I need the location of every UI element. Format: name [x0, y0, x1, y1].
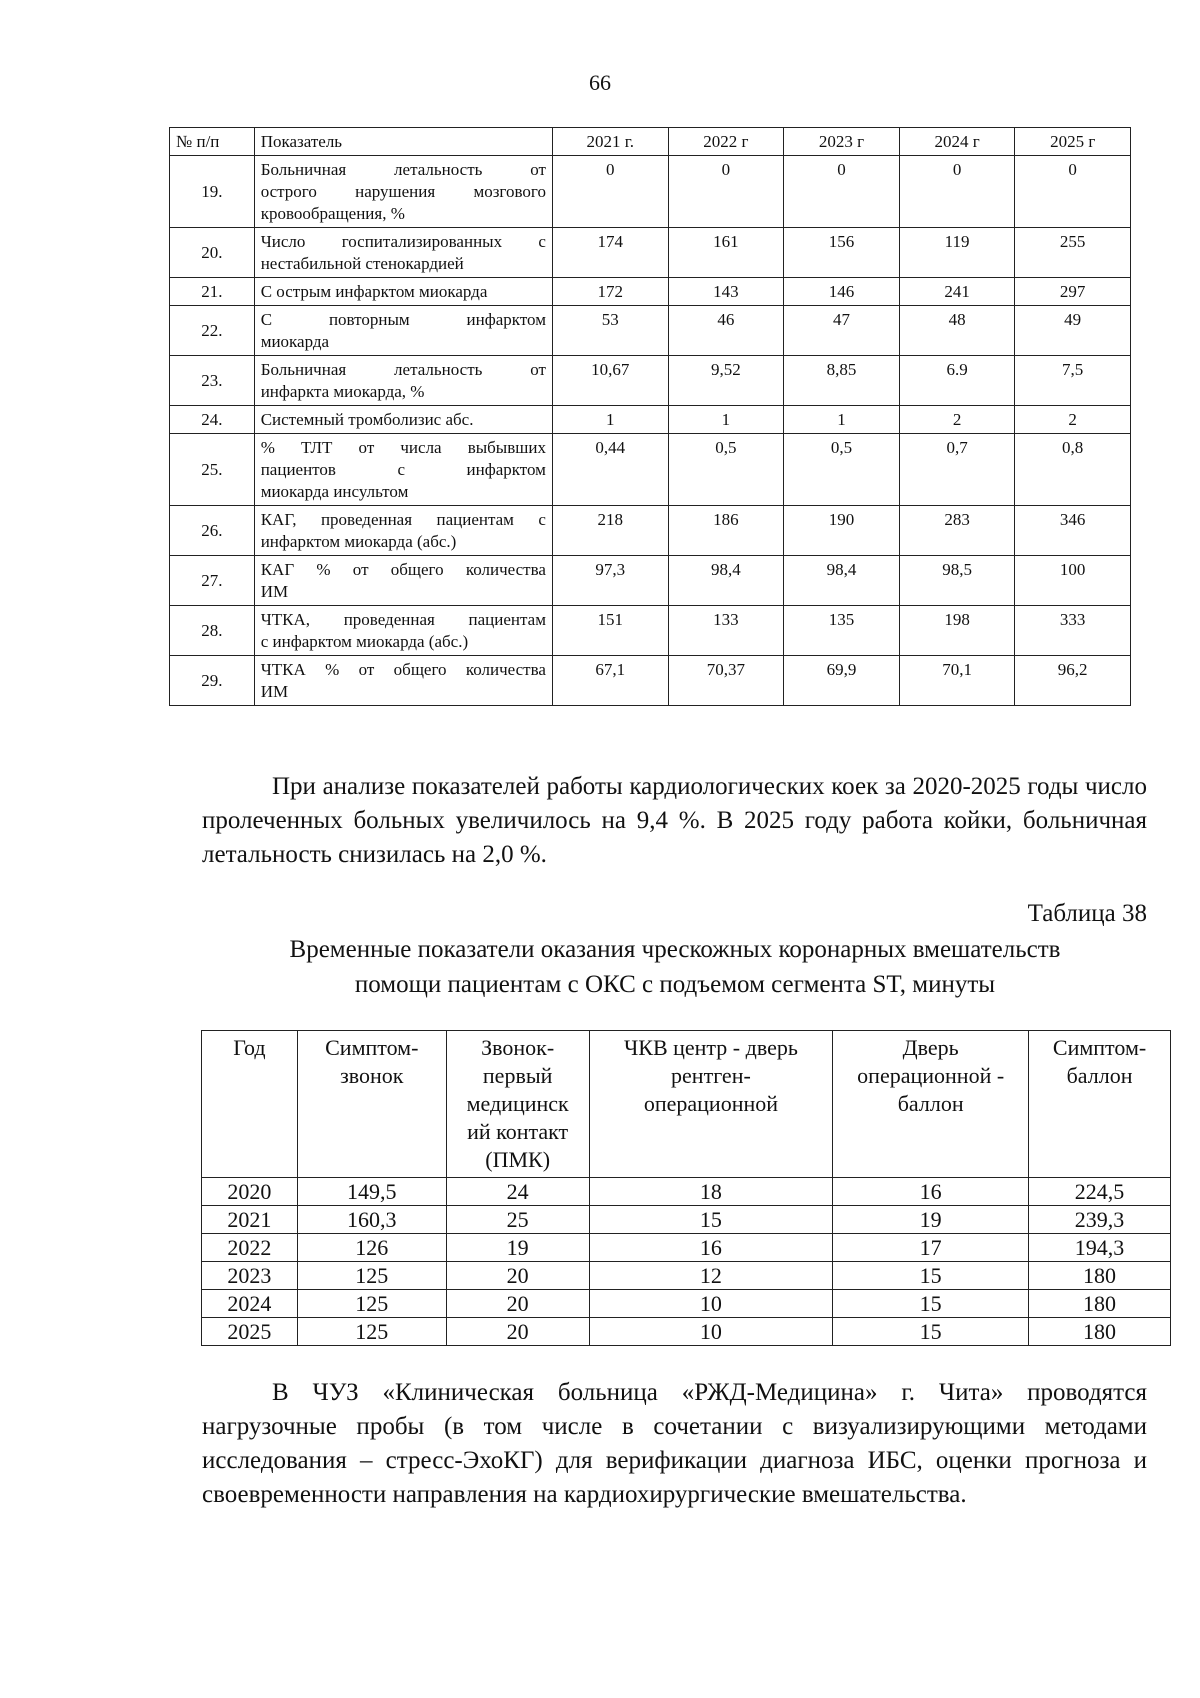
- value-cell: 2: [1015, 406, 1131, 434]
- value-cell: 1: [668, 406, 784, 434]
- indicator-line: миокарда: [260, 332, 330, 351]
- row-number: 19.: [170, 156, 255, 228]
- indicator-line: Системный тромболизис абс.: [260, 410, 474, 429]
- value-cell: 15: [589, 1206, 833, 1234]
- value-cell: 119: [899, 228, 1015, 278]
- column-header-line: ЧКВ центр - дверь: [623, 1035, 798, 1060]
- indicator-line: кровообращения, %: [260, 204, 405, 223]
- value-cell: 8,85: [784, 356, 900, 406]
- pci-timing-table-header: [202, 1031, 1171, 1178]
- indicator-cell: [254, 278, 552, 306]
- column-header-line: Год: [233, 1035, 266, 1060]
- row-number: 22.: [170, 306, 255, 356]
- value-cell: 20: [446, 1262, 589, 1290]
- year-cell: 2021: [202, 1206, 298, 1234]
- indicator-line: Больничная летальность от: [260, 360, 546, 379]
- value-cell: 70,37: [668, 656, 784, 706]
- table-number: Таблица 38: [1027, 900, 1147, 927]
- year-cell: 2023: [202, 1262, 298, 1290]
- indicator-line: с инфарктом миокарда (абс.): [260, 632, 469, 651]
- value-cell: 0,44: [552, 434, 668, 506]
- indicator-line: Больничная летальность от: [260, 160, 546, 179]
- value-cell: 186: [668, 506, 784, 556]
- pci-timing-table: [201, 1030, 1171, 1346]
- row-number: 28.: [170, 606, 255, 656]
- table-row: [202, 1234, 1171, 1262]
- value-cell: 174: [552, 228, 668, 278]
- indicator-cell: [254, 606, 552, 656]
- indicator-cell: [254, 506, 552, 556]
- value-cell: 1: [552, 406, 668, 434]
- value-cell: 98,4: [668, 556, 784, 606]
- value-cell: 96,2: [1015, 656, 1131, 706]
- value-cell: 0: [668, 156, 784, 228]
- column-header: 2025 г: [1015, 128, 1131, 156]
- column-header-line: первый: [482, 1063, 553, 1088]
- value-cell: 7,5: [1015, 356, 1131, 406]
- value-cell: 0: [899, 156, 1015, 228]
- value-cell: 25: [446, 1206, 589, 1234]
- indicator-cell: [254, 434, 552, 506]
- indicator-cell: [254, 156, 552, 228]
- indicator-line: ЧТКА % от общего количества: [260, 660, 546, 679]
- value-cell: 283: [899, 506, 1015, 556]
- indicator-line: % ТЛТ от числа выбывших: [260, 438, 546, 457]
- page-number: 66: [589, 70, 611, 95]
- value-cell: 70,1: [899, 656, 1015, 706]
- value-cell: 218: [552, 506, 668, 556]
- value-cell: 47: [784, 306, 900, 356]
- analysis-paragraph-text: При анализе показателей работы кардиологических коек за 2020-2025 годы число пролеченных больных увеличилось на 9,4 %. В 2025 году работа койки, больничная летальность снизилась на 2,0 %.: [202, 773, 1147, 868]
- table-row: [170, 406, 1131, 434]
- value-cell: 346: [1015, 506, 1131, 556]
- column-header-line: баллон: [1066, 1063, 1133, 1088]
- value-cell: 6.9: [899, 356, 1015, 406]
- value-cell: 198: [899, 606, 1015, 656]
- column-header: № п/п: [170, 128, 255, 156]
- value-cell: 1: [784, 406, 900, 434]
- indicator-line: Число госпитализированных с: [260, 232, 546, 251]
- value-cell: 172: [552, 278, 668, 306]
- column-header: 2022 г: [668, 128, 784, 156]
- indicator-line: ИМ: [260, 682, 289, 701]
- column-header: [589, 1031, 833, 1178]
- value-cell: 10: [589, 1290, 833, 1318]
- value-cell: 20: [446, 1318, 589, 1346]
- value-cell: 194,3: [1029, 1234, 1171, 1262]
- year-cell: 2020: [202, 1178, 298, 1206]
- value-cell: 10,67: [552, 356, 668, 406]
- table-row: [170, 506, 1131, 556]
- table-title-line: Временные показатели оказания чрескожных коронарных вмешательств: [289, 936, 1061, 963]
- row-number: 20.: [170, 228, 255, 278]
- value-cell: 0,5: [668, 434, 784, 506]
- indicator-line: пациентов с инфарктом: [260, 460, 546, 479]
- value-cell: 53: [552, 306, 668, 356]
- column-header-line: Звонок-: [481, 1035, 555, 1060]
- value-cell: 125: [297, 1262, 446, 1290]
- value-cell: 160,3: [297, 1206, 446, 1234]
- value-cell: 0,7: [899, 434, 1015, 506]
- indicator-line: инфаркта миокарда, %: [260, 382, 425, 401]
- column-header-line: медицинск: [466, 1091, 569, 1116]
- column-header-line: операционной: [643, 1091, 779, 1116]
- value-cell: 146: [784, 278, 900, 306]
- value-cell: 0: [1015, 156, 1131, 228]
- indicators-table-header: [170, 128, 1131, 156]
- value-cell: 126: [297, 1234, 446, 1262]
- indicator-line: КАГ, проведенная пациентам с: [260, 510, 546, 529]
- value-cell: 16: [833, 1178, 1029, 1206]
- indicator-cell: [254, 356, 552, 406]
- table-row: [170, 156, 1131, 228]
- value-cell: 49: [1015, 306, 1131, 356]
- value-cell: 255: [1015, 228, 1131, 278]
- value-cell: 12: [589, 1262, 833, 1290]
- table-row: [202, 1262, 1171, 1290]
- row-number: 23.: [170, 356, 255, 406]
- table-row: [170, 606, 1131, 656]
- indicator-line: ЧТКА, проведенная пациентам: [260, 610, 546, 629]
- column-header-line: рентген-: [671, 1063, 751, 1088]
- value-cell: 133: [668, 606, 784, 656]
- column-header: [297, 1031, 446, 1178]
- column-header-line: (ПМК): [485, 1147, 551, 1172]
- value-cell: 190: [784, 506, 900, 556]
- row-number: 29.: [170, 656, 255, 706]
- value-cell: 333: [1015, 606, 1131, 656]
- table-row: [170, 356, 1131, 406]
- column-header-line: Дверь: [902, 1035, 959, 1060]
- year-cell: 2022: [202, 1234, 298, 1262]
- value-cell: 297: [1015, 278, 1131, 306]
- value-cell: 9,52: [668, 356, 784, 406]
- value-cell: 125: [297, 1290, 446, 1318]
- value-cell: 24: [446, 1178, 589, 1206]
- row-number: 24.: [170, 406, 255, 434]
- value-cell: 67,1: [552, 656, 668, 706]
- row-number: 25.: [170, 434, 255, 506]
- table-row: [202, 1318, 1171, 1346]
- column-header: [202, 1031, 298, 1178]
- clinic-paragraph-text: В ЧУЗ «Клиническая больница «РЖД-Медицина» г. Чита» проводятся нагрузочные пробы (в том числе в сочетании с визуализирующими методами исследования – стресс-ЭхоКГ) для верификации диагноза ИБС, оценки прогноза и своевременности направления на кардиохирургические вмешательства.: [202, 1379, 1147, 1508]
- value-cell: 15: [833, 1318, 1029, 1346]
- table-row: [170, 556, 1131, 606]
- value-cell: 180: [1029, 1318, 1171, 1346]
- value-cell: 69,9: [784, 656, 900, 706]
- value-cell: 149,5: [297, 1178, 446, 1206]
- value-cell: 2: [899, 406, 1015, 434]
- value-cell: 0,5: [784, 434, 900, 506]
- indicator-line: миокарда инсультом: [260, 482, 409, 501]
- table-title-line: помощи пациентам с ОКС с подъемом сегмента ST, минуты: [354, 971, 996, 998]
- value-cell: 100: [1015, 556, 1131, 606]
- column-header-line: баллон: [897, 1091, 964, 1116]
- value-cell: 156: [784, 228, 900, 278]
- value-cell: 180: [1029, 1290, 1171, 1318]
- value-cell: 161: [668, 228, 784, 278]
- table-row: [170, 434, 1131, 506]
- year-cell: 2025: [202, 1318, 298, 1346]
- indicator-line: ИМ: [260, 582, 289, 601]
- analysis-paragraph: [202, 770, 1147, 872]
- value-cell: 135: [784, 606, 900, 656]
- indicator-cell: [254, 228, 552, 278]
- value-cell: 97,3: [552, 556, 668, 606]
- column-header-line: звонок: [340, 1063, 404, 1088]
- indicator-line: С острым инфарктом миокарда: [260, 282, 488, 301]
- clinic-paragraph: [202, 1376, 1147, 1512]
- value-cell: 48: [899, 306, 1015, 356]
- value-cell: 0: [552, 156, 668, 228]
- indicators-table: [169, 127, 1131, 706]
- column-header-line: Симптом-: [1052, 1035, 1147, 1060]
- value-cell: 17: [833, 1234, 1029, 1262]
- value-cell: 98,5: [899, 556, 1015, 606]
- value-cell: 224,5: [1029, 1178, 1171, 1206]
- value-cell: 15: [833, 1262, 1029, 1290]
- row-number: 27.: [170, 556, 255, 606]
- indicator-cell: [254, 306, 552, 356]
- table-row: [202, 1206, 1171, 1234]
- indicator-line: инфарктом миокарда (абс.): [260, 532, 457, 551]
- year-cell: 2024: [202, 1290, 298, 1318]
- column-header: [833, 1031, 1029, 1178]
- table-title: [200, 932, 1150, 1002]
- column-header-line: ий контакт: [467, 1119, 569, 1144]
- column-header: 2024 г: [899, 128, 1015, 156]
- indicator-cell: [254, 656, 552, 706]
- row-number: 21.: [170, 278, 255, 306]
- column-header-line: операционной -: [857, 1063, 1005, 1088]
- value-cell: 20: [446, 1290, 589, 1318]
- column-header: Показатель: [254, 128, 552, 156]
- column-header: 2023 г: [784, 128, 900, 156]
- value-cell: 19: [833, 1206, 1029, 1234]
- column-header-line: Симптом-: [325, 1035, 419, 1060]
- value-cell: 18: [589, 1178, 833, 1206]
- value-cell: 125: [297, 1318, 446, 1346]
- column-header: [446, 1031, 589, 1178]
- value-cell: 98,4: [784, 556, 900, 606]
- indicator-line: КАГ % от общего количества: [260, 560, 546, 579]
- table-row: [170, 228, 1131, 278]
- table-row: [202, 1290, 1171, 1318]
- indicator-line: С повторным инфарктом: [260, 310, 546, 329]
- value-cell: 0: [784, 156, 900, 228]
- indicator-cell: [254, 406, 552, 434]
- table-row: [170, 656, 1131, 706]
- value-cell: 241: [899, 278, 1015, 306]
- value-cell: 151: [552, 606, 668, 656]
- value-cell: 16: [589, 1234, 833, 1262]
- row-number: 26.: [170, 506, 255, 556]
- column-header: [1029, 1031, 1171, 1178]
- value-cell: 180: [1029, 1262, 1171, 1290]
- indicator-line: острого нарушения мозгового: [260, 182, 546, 201]
- value-cell: 143: [668, 278, 784, 306]
- value-cell: 19: [446, 1234, 589, 1262]
- indicator-line: нестабильной стенокардией: [260, 254, 464, 273]
- table-row: [202, 1178, 1171, 1206]
- value-cell: 15: [833, 1290, 1029, 1318]
- table-row: [170, 306, 1131, 356]
- indicator-cell: [254, 556, 552, 606]
- value-cell: 239,3: [1029, 1206, 1171, 1234]
- column-header: 2021 г.: [552, 128, 668, 156]
- table-row: [170, 278, 1131, 306]
- value-cell: 10: [589, 1318, 833, 1346]
- value-cell: 46: [668, 306, 784, 356]
- value-cell: 0,8: [1015, 434, 1131, 506]
